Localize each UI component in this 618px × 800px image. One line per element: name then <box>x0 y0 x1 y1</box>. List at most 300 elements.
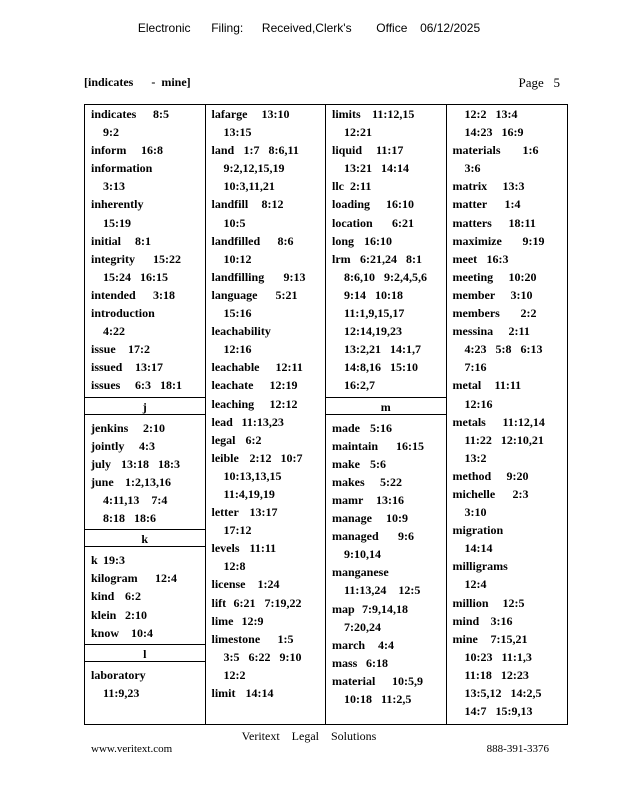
page-line-refs: 11:13,24 12:5 <box>344 583 421 598</box>
footer-phone: 888-391-3376 <box>486 743 549 755</box>
index-ref-continuation <box>206 250 326 268</box>
index-ref-continuation <box>326 618 446 636</box>
page-line-refs: 16:10 <box>386 197 414 212</box>
index-term: initial <box>91 233 122 248</box>
index-term: limits <box>332 107 361 121</box>
page-line-refs: 4:3 <box>139 438 155 453</box>
page-line-refs: 6:18 <box>366 655 388 670</box>
index-term: lead <box>211 414 233 429</box>
index-entry <box>85 105 205 123</box>
page-line-refs: 8:1 <box>135 233 151 248</box>
page-line-refs: 12:19 <box>269 378 298 393</box>
index-term: leible <box>211 450 239 465</box>
page-line-refs: 16:3 <box>486 251 509 266</box>
page-line-refs: 19:3 <box>103 553 125 568</box>
page-line-refs: 12:16 <box>464 396 493 411</box>
index-term: leachate <box>211 378 254 393</box>
index-column-2 <box>206 105 327 724</box>
index-term: makes <box>332 474 365 489</box>
page-line-refs: 14:14 <box>464 541 493 556</box>
index-entry <box>447 594 568 612</box>
index-ref-continuation <box>206 485 326 503</box>
index-term: maintain <box>332 438 379 453</box>
index-term: intended <box>91 287 136 302</box>
index-entry <box>85 286 205 304</box>
index-term: issued <box>91 360 123 375</box>
index-entry <box>326 437 446 455</box>
index-entry <box>85 569 205 587</box>
index-ref-continuation <box>447 503 568 521</box>
index-entry <box>85 587 205 605</box>
index-term: meeting <box>452 269 494 284</box>
page-line-refs: 9:6 <box>398 529 414 544</box>
index-ref-continuation <box>326 581 446 599</box>
index-ref-continuation <box>447 575 568 593</box>
index-entry <box>447 232 568 250</box>
page-line-refs: 18:11 <box>508 215 536 230</box>
index-term: issue <box>91 342 116 357</box>
page-line-refs: 13:2 <box>464 450 487 465</box>
page-line-refs: 6:2 <box>125 589 141 604</box>
index-entry <box>326 600 446 618</box>
index-entry <box>447 322 568 340</box>
page-line-refs: 15:19 <box>103 215 131 230</box>
section-letter: m <box>326 397 446 415</box>
index-entry <box>206 612 326 630</box>
index-entry <box>206 286 326 304</box>
index-entry <box>206 684 326 702</box>
section-letter: k <box>85 529 205 547</box>
index-ref-continuation <box>326 268 446 286</box>
index-term: matters <box>452 215 492 230</box>
page-line-refs: 6:21,24 8:1 <box>360 251 422 266</box>
index-entry <box>447 376 568 394</box>
index-ref-continuation <box>206 177 326 195</box>
index-ref-continuation <box>447 539 568 557</box>
page-line-refs: 12:21 <box>344 125 372 140</box>
page-line-refs: 13:17 <box>249 505 278 520</box>
index-ref-continuation <box>326 376 446 394</box>
index-entry <box>326 214 446 232</box>
index-ref-continuation <box>206 214 326 232</box>
page-line-refs: 10:5,9 <box>392 673 423 688</box>
index-ref-continuation <box>206 521 326 539</box>
index-entry <box>206 232 326 250</box>
filing-word-5: 06/12/2025 <box>420 21 481 35</box>
index-entry <box>447 141 568 159</box>
index-term: method <box>452 468 492 483</box>
page-line-refs: 3:5 6:22 9:10 <box>223 649 302 664</box>
index-entry <box>206 376 326 394</box>
page-line-refs: 11:11 <box>249 541 277 556</box>
index-ref-continuation <box>447 449 568 467</box>
index-entry <box>326 250 446 268</box>
index-entry <box>206 105 326 123</box>
index-ref-continuation <box>447 159 568 177</box>
page-line-refs: 12:8 <box>223 559 246 574</box>
index-ref-continuation <box>206 123 326 141</box>
index-term: llc <box>332 179 344 194</box>
index-term: limit <box>211 686 236 700</box>
index-ref-continuation <box>326 340 446 358</box>
index-term: inform <box>91 143 127 158</box>
page-line-refs: 3:13 <box>103 179 125 194</box>
index-term: land <box>211 143 235 158</box>
page-line-refs: 4:23 5:8 6:13 <box>464 342 543 357</box>
index-term: material <box>332 673 376 688</box>
index-term: made <box>332 420 360 435</box>
filing-word-1: Electronic <box>137 21 191 35</box>
index-term: meet <box>452 251 478 266</box>
index-entry <box>447 195 568 213</box>
page-line-refs: 13:10 <box>261 107 290 121</box>
index-entry <box>206 503 326 521</box>
index-ref-continuation <box>447 105 568 123</box>
page-line-refs: 13:15 <box>223 125 252 140</box>
index-term: levels <box>211 541 240 556</box>
page-line-refs: 1:7 8:6,11 <box>243 143 299 158</box>
index-term: information <box>91 161 153 176</box>
index-entry <box>447 214 568 232</box>
index-entry <box>326 473 446 491</box>
index-ref-continuation <box>326 690 446 708</box>
index-entry <box>326 195 446 213</box>
page-line-refs: 14:14 <box>245 686 274 700</box>
page-line-refs: 3:18 <box>153 287 175 302</box>
index-term: matter <box>452 197 488 212</box>
index-term: location <box>332 215 373 230</box>
index-entry <box>206 413 326 431</box>
index-entry <box>447 485 568 503</box>
index-column-1 <box>85 105 206 724</box>
index-ref-continuation <box>326 304 446 322</box>
filing-word-4: Office <box>376 21 408 35</box>
page-line-refs: 9:20 <box>506 468 529 483</box>
index-ref-continuation <box>85 509 205 527</box>
page-line-refs: 16:8 <box>141 143 163 158</box>
index-entry <box>447 250 568 268</box>
page-line-refs: 6:21 <box>392 215 414 230</box>
page-line-refs: 11:13,23 <box>241 414 284 429</box>
index-term: map <box>332 601 355 616</box>
page-line-refs: 10:18 11:2,5 <box>344 692 412 706</box>
page-line-refs: 15:22 <box>153 251 181 266</box>
page-line-refs: 7:20,24 <box>344 619 381 634</box>
index-ref-continuation <box>85 491 205 509</box>
index-ref-continuation <box>85 322 205 340</box>
page-line-refs: 3:10 <box>464 505 487 520</box>
index-term: limestone <box>211 631 261 646</box>
index-entry <box>447 268 568 286</box>
index-term: migration <box>452 523 504 538</box>
page-line-refs: 12:2 13:4 <box>464 107 518 121</box>
page-line-refs: 5:6 <box>370 456 386 471</box>
page-line-refs: 2:10 <box>125 607 147 622</box>
index-ref-continuation <box>85 177 205 195</box>
index-term: lime <box>211 613 234 628</box>
page-line-refs: 14:7 15:9,13 <box>464 704 533 719</box>
index-term: know <box>91 625 120 640</box>
index-ref-continuation <box>447 648 568 666</box>
page-line-refs: 1:4 <box>504 197 521 212</box>
page-line-refs: 13:16 <box>376 492 404 507</box>
index-entry <box>447 557 568 575</box>
page-line-refs: 6:3 18:1 <box>135 378 182 393</box>
index-entry <box>85 141 205 159</box>
index-entry <box>206 195 326 213</box>
index-entry <box>326 141 446 159</box>
index-entry <box>85 624 205 642</box>
index-term: june <box>91 474 114 489</box>
page-number: Page 5 <box>518 75 560 90</box>
index-entry <box>85 606 205 624</box>
index-ref-continuation <box>206 159 326 177</box>
index-term: milligrams <box>452 559 508 574</box>
index-term: manage <box>332 511 372 526</box>
page-line-refs: 16:2,7 <box>344 378 375 393</box>
index-range-header: [indicates - mine] <box>84 75 191 89</box>
index-term: landfill <box>211 197 249 212</box>
index-entry <box>206 630 326 648</box>
index-term: make <box>332 456 360 471</box>
page-line-refs: 4:11,13 7:4 <box>103 492 168 507</box>
index-term: legal <box>211 432 236 447</box>
index-entry <box>85 358 205 376</box>
index-ref-continuation <box>447 340 568 358</box>
index-term: mine <box>452 631 478 646</box>
index-term: member <box>452 287 496 302</box>
page-line-refs: 13:5,12 14:2,5 <box>464 686 542 700</box>
index-term: liquid <box>332 143 363 158</box>
page-line-refs: 3:16 <box>490 613 513 628</box>
page-line-refs: 13:21 14:14 <box>344 161 409 176</box>
index-entry <box>326 491 446 509</box>
page-line-refs: 4:4 <box>378 637 394 652</box>
index-term: july <box>91 456 112 471</box>
index-ref-continuation <box>85 123 205 141</box>
index-entry <box>326 177 446 195</box>
index-entry <box>326 455 446 473</box>
page-line-refs: 8:6 <box>277 233 294 248</box>
index-term: messina <box>452 324 494 339</box>
index-term: introduction <box>91 306 155 321</box>
index-term: leachability <box>211 324 271 339</box>
index-term: million <box>452 595 489 610</box>
index-entry <box>206 395 326 413</box>
index-entry <box>447 413 568 431</box>
page-line-refs: 11:18 12:23 <box>464 667 529 682</box>
page-line-refs: 10:5 <box>223 215 246 230</box>
section-letter: j <box>85 397 205 415</box>
page-line-refs: 6:21 7:19,22 <box>233 595 302 610</box>
page-line-refs: 11:11 <box>494 378 522 393</box>
page-line-refs: 13:3 <box>502 179 525 194</box>
page-line-refs: 13:17 <box>135 360 163 375</box>
index-term: issues <box>91 378 121 393</box>
index-term: indicates <box>91 107 137 121</box>
index-entry <box>447 630 568 648</box>
page-line-refs: 14:23 16:9 <box>464 125 524 140</box>
index-term: kilogram <box>91 571 138 586</box>
page-line-refs: 9:14 10:18 <box>344 287 403 302</box>
index-ref-continuation <box>326 545 446 563</box>
page-line-refs: 6:2 <box>245 432 262 447</box>
index-entry <box>447 612 568 630</box>
page-line-refs: 12:14,19,23 <box>344 324 402 339</box>
index-term: landfilled <box>211 233 261 248</box>
page-line-refs: 11:4,19,19 <box>223 486 275 501</box>
index-ref-continuation <box>206 557 326 575</box>
index-entry <box>447 521 568 539</box>
page-line-refs: 2:12 10:7 <box>249 450 303 465</box>
index-entry <box>326 672 446 690</box>
index-term: march <box>332 637 366 652</box>
page-line-refs: 1:2,13,16 <box>125 474 171 489</box>
index-term: lafarge <box>211 107 248 121</box>
index-term: lrm <box>332 251 351 266</box>
page-line-refs: 17:2 <box>128 342 150 357</box>
index-ref-continuation <box>326 159 446 177</box>
index-ref-continuation <box>326 286 446 304</box>
page-line-refs: 2:2 <box>520 306 537 321</box>
index-ref-continuation <box>447 431 568 449</box>
section-letter: l <box>85 644 205 662</box>
page-line-refs: 9:2 <box>103 125 119 140</box>
index-ref-continuation <box>206 304 326 322</box>
footer-website: www.veritext.com <box>91 743 173 755</box>
index-term: metals <box>452 414 486 429</box>
page-line-refs: 1:6 <box>522 143 539 158</box>
index-entry <box>326 527 446 545</box>
index-term: loading <box>332 197 371 212</box>
index-term: maximize <box>452 233 502 248</box>
page-line-refs: 12:12 <box>269 396 298 411</box>
index-term: laboratory <box>91 667 146 682</box>
page-line-refs: 5:16 <box>370 420 392 435</box>
index-entry <box>206 449 326 467</box>
page-line-refs: 15:16 <box>223 306 252 321</box>
index-term: letter <box>211 505 239 520</box>
index-entry <box>85 250 205 268</box>
page-line-refs: 8:6,10 9:2,4,5,6 <box>344 269 427 284</box>
index-entry <box>85 473 205 491</box>
index-entry <box>85 376 205 394</box>
page-line-refs: 1:5 <box>277 631 294 646</box>
page-line-refs: 3:10 <box>510 287 533 302</box>
index-ref-continuation <box>447 666 568 684</box>
index-entry <box>85 455 205 473</box>
index-term: mind <box>452 613 480 628</box>
page-line-refs: 15:24 16:15 <box>103 269 168 284</box>
page-line-refs: 12:4 <box>155 571 177 586</box>
page-line-refs: 9:10,14 <box>344 547 381 562</box>
page-line-refs: 10:9 <box>386 511 408 526</box>
index-term: manganese <box>332 565 389 580</box>
page-line-refs: 11:12,15 <box>372 107 415 121</box>
index-term: leaching <box>211 396 255 411</box>
index-entry <box>326 509 446 527</box>
index-entry <box>85 437 205 455</box>
word-index-table <box>84 104 568 725</box>
index-entry <box>326 232 446 250</box>
page-line-refs: 7:15,21 <box>490 631 528 646</box>
index-ref-continuation <box>85 684 205 702</box>
page-line-refs: 10:12 <box>223 251 252 266</box>
page-line-refs: 1:24 <box>257 577 280 592</box>
page-line-refs: 17:12 <box>223 523 252 538</box>
index-term: long <box>332 233 355 248</box>
index-entry <box>206 431 326 449</box>
index-term: materials <box>452 143 501 158</box>
index-ref-continuation <box>447 358 568 376</box>
index-entry <box>85 340 205 358</box>
index-term: metal <box>452 378 482 393</box>
index-column-4 <box>447 105 568 724</box>
index-entry <box>85 666 205 684</box>
index-term: integrity <box>91 251 135 266</box>
index-entry <box>447 286 568 304</box>
index-ref-continuation <box>447 684 568 702</box>
index-entry <box>206 594 326 612</box>
filing-word-2: Filing: <box>211 21 244 35</box>
index-term: k <box>91 553 98 568</box>
index-ref-continuation <box>326 322 446 340</box>
page-line-refs: 2:10 <box>143 420 165 435</box>
index-term: language <box>211 287 258 302</box>
index-term: landfilling <box>211 269 265 284</box>
page-line-refs: 12:16 <box>223 342 252 357</box>
index-term: members <box>452 306 500 321</box>
page-line-refs: 9:2,12,15,19 <box>223 161 285 176</box>
index-term: klein <box>91 607 117 622</box>
page-line-refs: 12:2 <box>223 667 246 682</box>
index-entry <box>85 195 205 213</box>
page-line-refs: 9:13 <box>283 269 306 284</box>
page-line-refs: 10:20 <box>508 269 537 284</box>
index-entry <box>206 575 326 593</box>
index-entry <box>85 304 205 322</box>
index-ref-continuation <box>326 123 446 141</box>
index-term: kind <box>91 589 115 604</box>
page-line-refs: 16:15 <box>396 438 424 453</box>
index-entry <box>85 419 205 437</box>
index-entry <box>447 304 568 322</box>
footer-company: Veritext Legal Solutions <box>241 729 377 743</box>
page-line-refs: 12:9 <box>241 613 264 628</box>
index-ref-continuation <box>85 268 205 286</box>
index-term: michelle <box>452 486 496 501</box>
index-term: mamr <box>332 492 364 507</box>
page-line-refs: 11:17 <box>376 143 404 158</box>
page-line-refs: 7:9,14,18 <box>362 601 408 616</box>
index-entry <box>447 177 568 195</box>
index-entry <box>206 141 326 159</box>
page-line-refs: 11:1,9,15,17 <box>344 306 405 321</box>
index-term: leachable <box>211 360 260 375</box>
index-entry <box>206 539 326 557</box>
index-term: inherently <box>91 197 144 212</box>
index-term: managed <box>332 529 379 544</box>
index-entry <box>326 105 446 123</box>
page-line-refs: 11:22 12:10,21 <box>464 432 544 447</box>
index-term: jointly <box>91 438 125 453</box>
page-line-refs: 5:21 <box>275 287 298 302</box>
index-entry <box>326 563 446 581</box>
page-line-refs: 10:4 <box>131 625 153 640</box>
index-ref-continuation <box>206 340 326 358</box>
index-term: matrix <box>452 179 488 194</box>
index-ref-continuation <box>447 395 568 413</box>
